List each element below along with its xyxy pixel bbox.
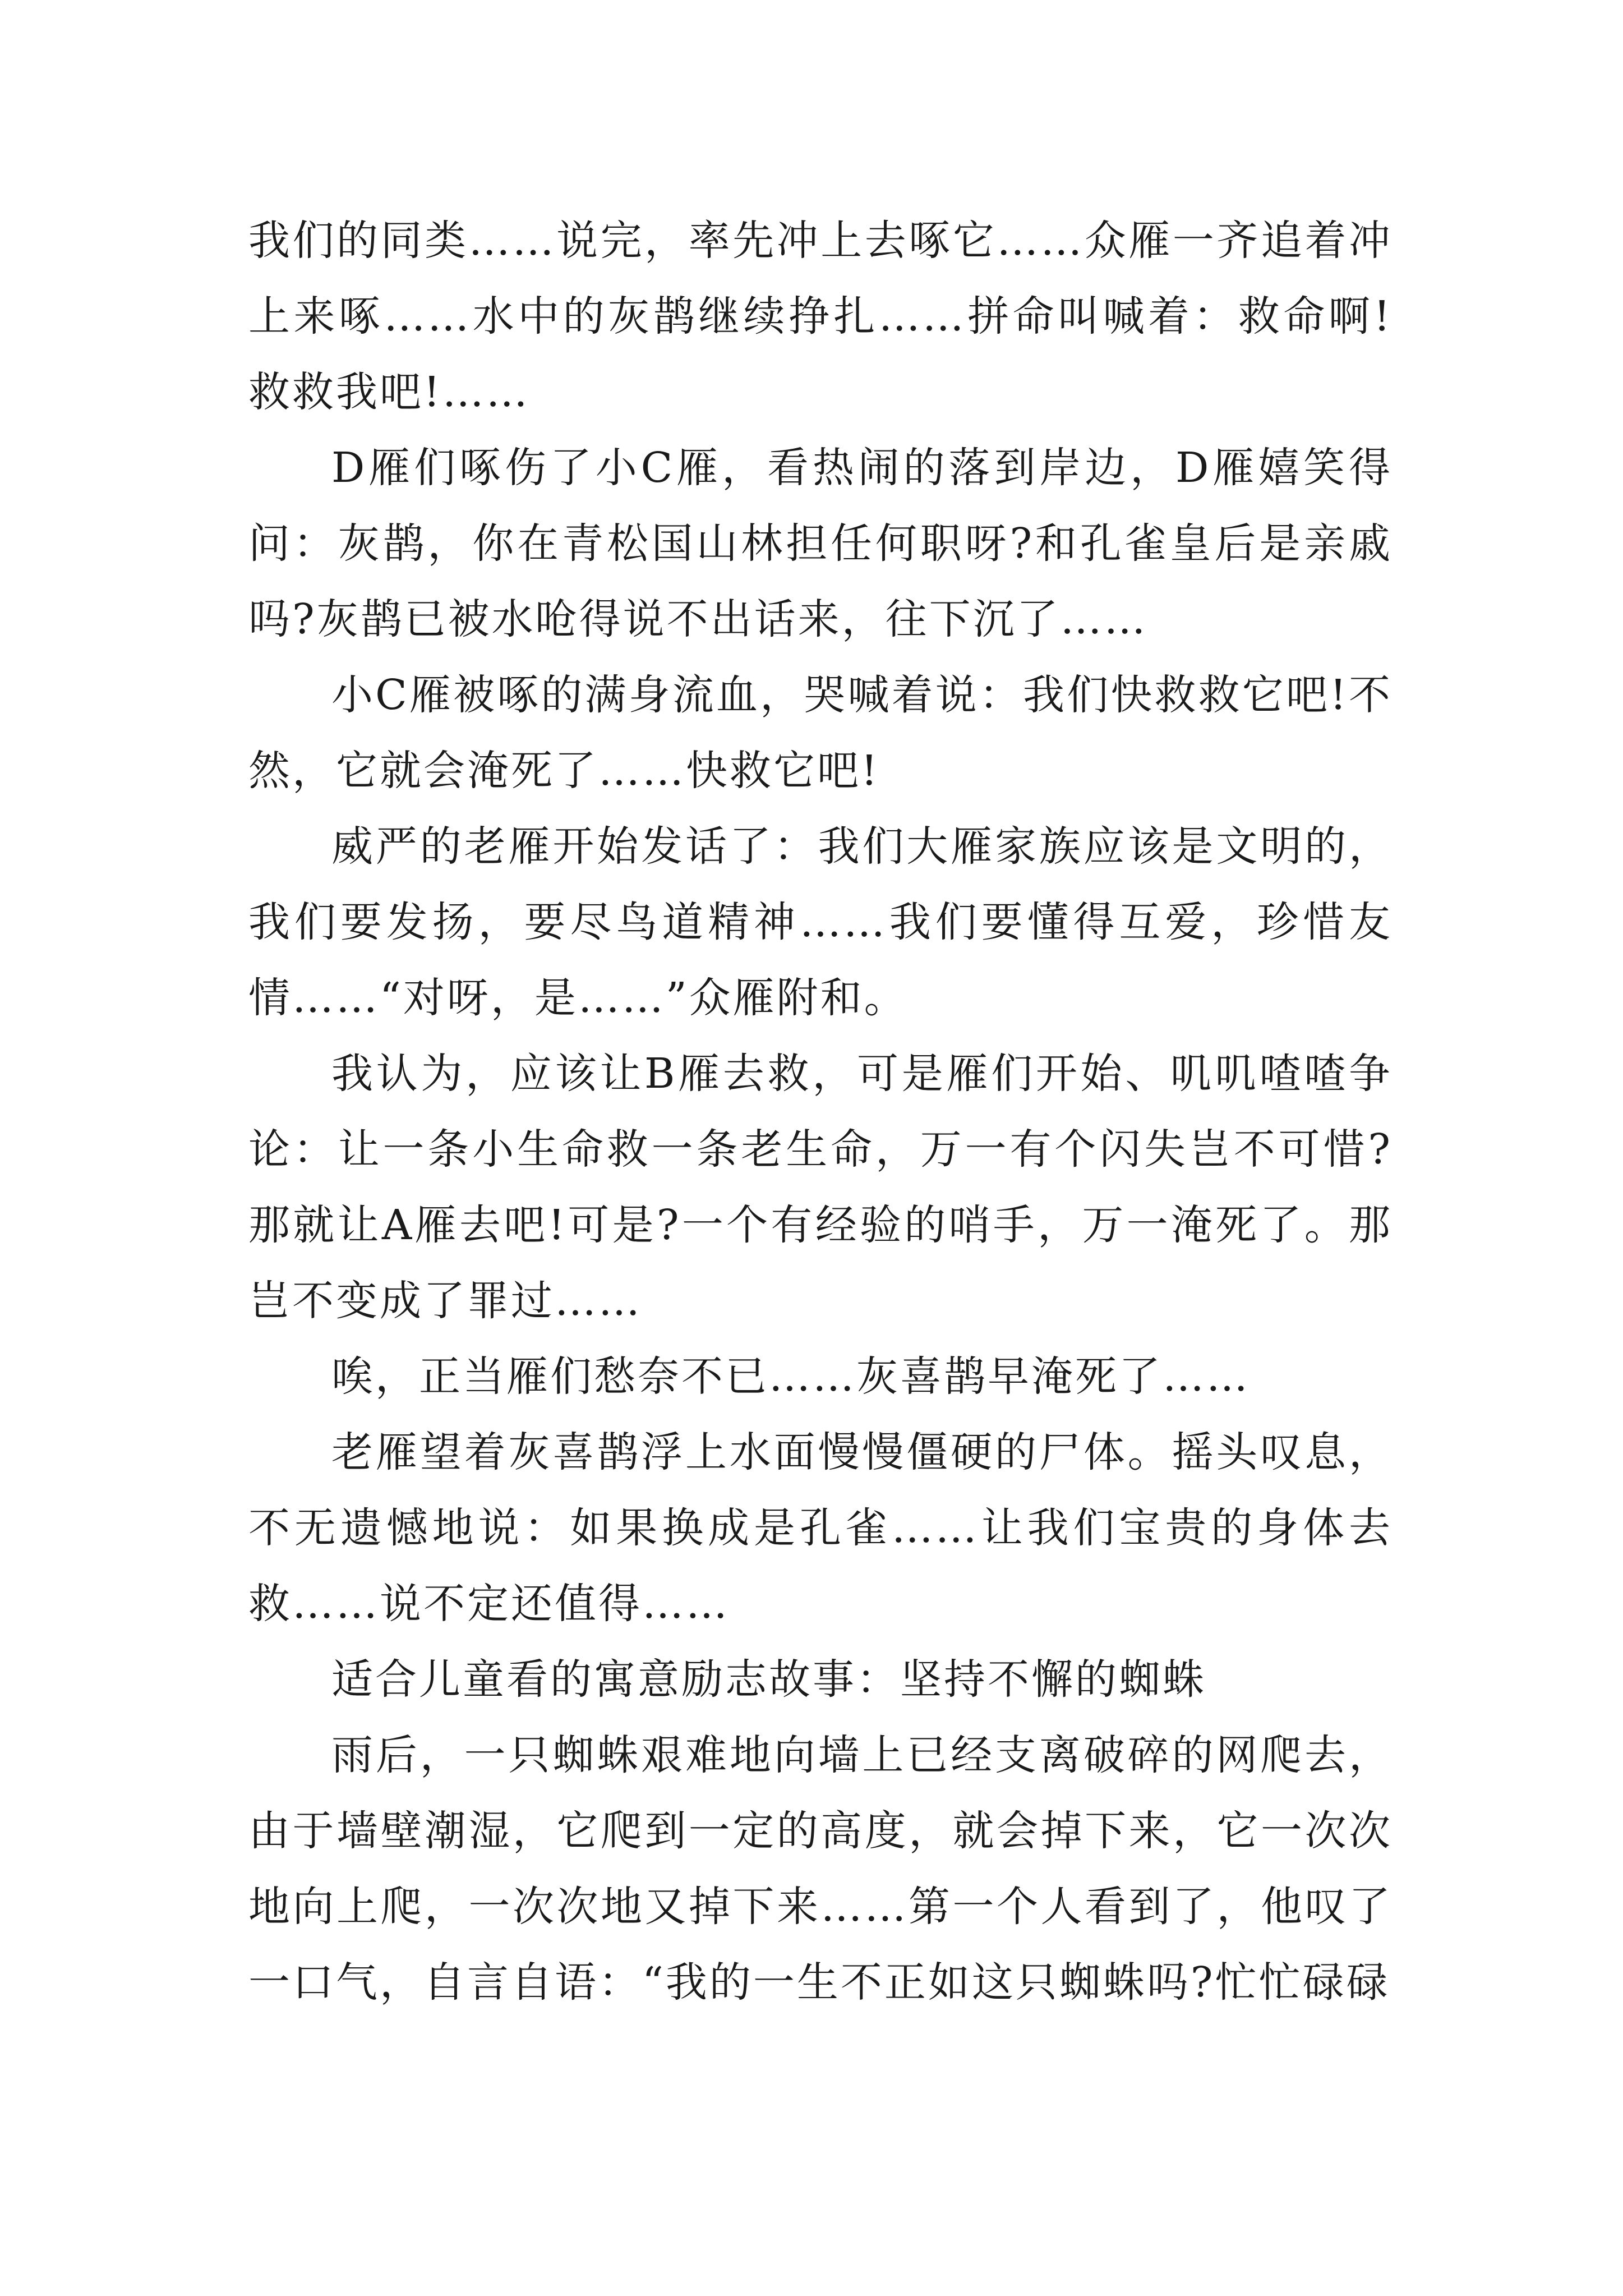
paragraph-3: 小C雁被啄的满身流血，哭喊着说：我们快救救它吧!不然，它就会淹死了……快救它吧!	[248, 671, 1393, 795]
paragraph-5: 我认为，应该让B雁去救，可是雁们开始、叽叽喳喳争论：让一条小生命救一条老生命，万一有个闪失岂不可惜?那就让A雁去吧!可是?一个有经验的哨手，万一淹死了。那岂不变成了罪过……	[248, 1050, 1393, 1325]
paragraph-6: 唉，正当雁们愁奈不已……灰喜鹊早淹死了……	[331, 1352, 1250, 1401]
story-heading: 适合儿童看的寓意励志故事：坚持不懈的蜘蛛	[331, 1655, 1206, 1704]
body-text	[248, 203, 1393, 2021]
paragraph-1: 我们的同类……说完，率先冲上去啄它……众雁一齐追着冲上来啄……水中的灰鹊继续挣扎……拼命叫喊着：救命啊!救救我吧!……	[248, 217, 1393, 416]
paragraph-2: D雁们啄伤了小C雁，看热闹的落到岸边，D雁嬉笑得问：灰鹊，你在青松国山林担任何职呀?和孔雀皇后是亲戚吗?灰鹊已被水呛得说不出话来，往下沉了……	[248, 444, 1393, 643]
paragraph-9: 雨后，一只蜘蛛艰难地向墙上已经支离破碎的网爬去，由于墙壁潮湿，它爬到一定的高度，就会掉下来，它一次次地向上爬，一次次地又掉下来……第一个人看到了，他叹了一口气，自言自语：“我的一生不正如这只蜘蛛吗?忙忙碌碌	[248, 1731, 1393, 2007]
paragraph-4: 威严的老雁开始发话了：我们大雁家族应该是文明的，我们要发扬，要尽鸟道精神……我们要懂得互爱，珍惜友情……“对呀，是……”众雁附和。	[248, 822, 1393, 1022]
paragraph-7: 老雁望着灰喜鹊浮上水面慢慢僵硬的尸体。摇头叹息，不无遗憾地说：如果换成是孔雀……让我们宝贵的身体去救……说不定还值得……	[248, 1428, 1393, 1628]
